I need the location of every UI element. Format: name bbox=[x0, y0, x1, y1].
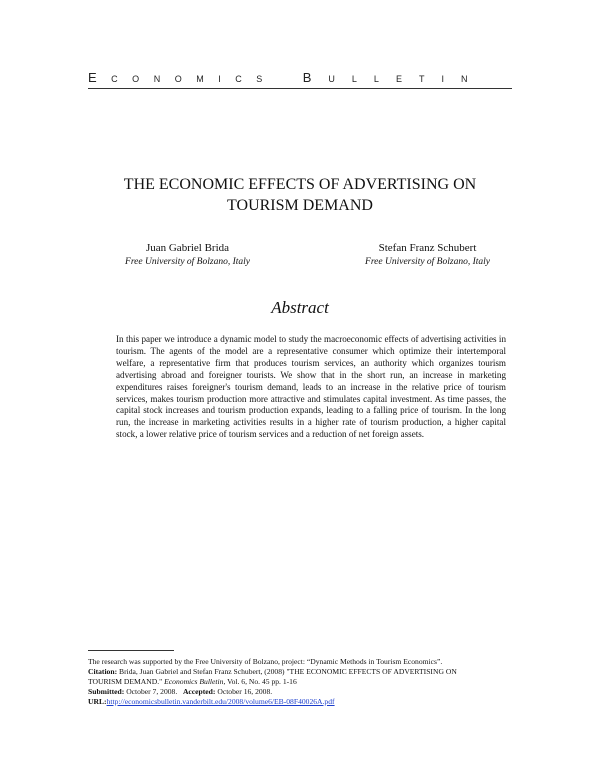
submitted-date: October 7, 2008. bbox=[126, 687, 178, 696]
citation-line-2 bbox=[88, 677, 508, 687]
citation-volume: , Vol. 6, No. 45 pp. 1-16 bbox=[223, 677, 297, 686]
footnotes bbox=[88, 657, 508, 707]
author-affiliation: Free University of Bolzano, Italy bbox=[365, 257, 490, 267]
paper-title bbox=[60, 174, 540, 216]
title-line-2: TOURISM DEMAND bbox=[227, 197, 373, 214]
footnote-rule bbox=[88, 650, 174, 651]
author-name: Stefan Franz Schubert bbox=[378, 242, 477, 254]
journal-header bbox=[88, 70, 513, 85]
paper-url-link[interactable]: http://economicsbulletin.vanderbilt.edu/2008/volume6/EB-08F40026A.pdf bbox=[106, 697, 335, 706]
funding-note: The research was supported by the Free University of Bolzano, project: “Dynamic Methods in Tourism Economics”. bbox=[88, 657, 443, 666]
abstract-body: In this paper we introduce a dynamic model to study the macroeconomic effects of advertising activities in tourism. The agents of the model are a representative consumer which optimize their intertemporal welfare, a representative firm that produces tourism services, an authority which organizes tourism advertising abroad and foreigner tourists. We show that in the short run, an increase in marketing expenditures raises foreigner's tourism demand, leads to an increase in the relative price of tourism services, makes tourism production more attractive and stimulates capital investment. As time passes, the capital stock increases and tourism production expands, leading to a falling price of tourism. In the long run, the increase in marketing activities results in a higher rate of tourism production, a higher capital stock, a lower relative price of tourism services and a reduction of net foreign assets. bbox=[116, 334, 506, 440]
citation-label: Citation: bbox=[88, 667, 118, 676]
abstract-heading: Abstract bbox=[271, 298, 329, 317]
journal-name-bulletin: B U L L E T I N bbox=[302, 70, 468, 85]
journal-name-economics: E C O N O M I C S bbox=[88, 70, 263, 85]
accepted-label: Accepted: bbox=[182, 687, 216, 696]
author-block-1 bbox=[100, 241, 275, 269]
accepted-date: October 16, 2008. bbox=[217, 687, 273, 696]
url-line bbox=[88, 697, 508, 707]
citation-journal: Economics Bulletin bbox=[164, 677, 224, 686]
author-block-2 bbox=[355, 241, 500, 269]
citation-line-1 bbox=[88, 667, 508, 677]
title-line-1: THE ECONOMIC EFFECTS OF ADVERTISING ON bbox=[123, 176, 477, 193]
author-name: Juan Gabriel Brida bbox=[145, 242, 230, 254]
dates-line bbox=[88, 687, 508, 697]
citation-title-end: TOURISM DEMAND." bbox=[88, 677, 163, 686]
author-affiliation: Free University of Bolzano, Italy bbox=[125, 257, 250, 267]
header-rule bbox=[88, 88, 512, 89]
url-label: URL: bbox=[88, 697, 107, 706]
submitted-label: Submitted: bbox=[88, 687, 125, 696]
citation-text: Brida, Juan Gabriel and Stefan Franz Schubert, (2008) "THE ECONOMIC EFFECTS OF ADVERTISING ON bbox=[119, 667, 457, 676]
